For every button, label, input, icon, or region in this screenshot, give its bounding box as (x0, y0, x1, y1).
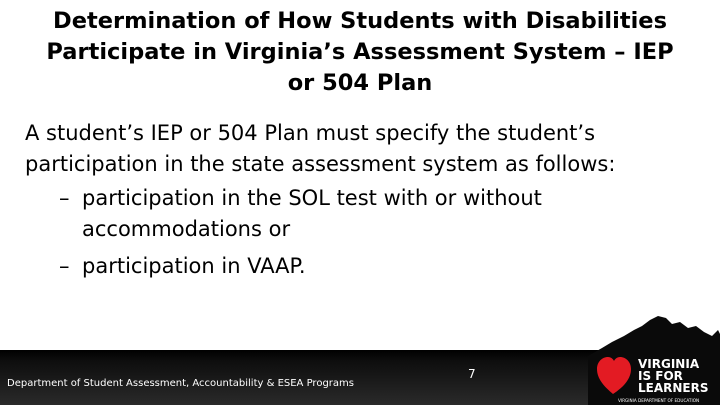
title-line-1: Determination of How Students with Disabilities (53, 8, 667, 34)
intro-line-1: A student’s IEP or 504 Plan must specify the student’s (25, 121, 596, 145)
bullet-item (25, 183, 695, 245)
logo-line-learners: LEARNERS (638, 381, 709, 395)
bullet-2-line-1: participation in VAAP. (82, 254, 306, 278)
logo-line-is-for: IS FOR (638, 369, 683, 383)
title-line-3: or 504 Plan (287, 70, 433, 96)
page-number: 7 (468, 367, 476, 381)
bullet-dash: – (59, 254, 70, 278)
intro-line-2: participation in the state assessment system as follows: (25, 152, 616, 176)
title-line-2: Participate in Virginia’s Assessment System – IEP (46, 39, 674, 65)
bullet-list (25, 183, 695, 282)
bullet-item (25, 251, 695, 282)
footer-department-text: Department of Student Assessment, Accountability & ESEA Programs (7, 378, 354, 389)
bullet-dash: – (59, 186, 70, 210)
slide-body (25, 118, 695, 288)
logo-tagline: VIRGINIA DEPARTMENT OF EDUCATION (618, 398, 700, 403)
logo-line-virginia: VIRGINIA (638, 357, 700, 371)
bullet-1-line-1: participation in the SOL test with or without (82, 186, 542, 210)
bullet-1-line-2: accommodations or (82, 217, 291, 241)
intro-paragraph (25, 118, 695, 180)
virginia-is-for-learners-logo (588, 316, 720, 405)
slide-title (0, 6, 720, 99)
